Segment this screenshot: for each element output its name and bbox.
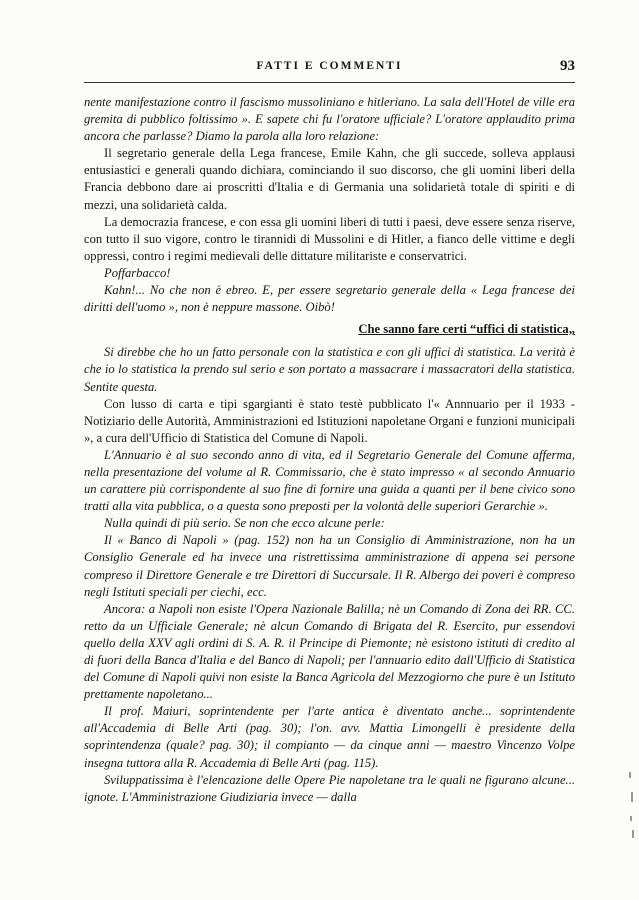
- paragraph: Si direbbe che ho un fatto personale con la statistica e con gli uffici di statistica. La verità è che io lo statistica la prendo sul serio e son portato a massacrare i massacratori della statistica. Sentite questa.: [84, 345, 575, 394]
- paragraph: Ancora: a Napoli non esiste l'Opera Nazionale Balilla; nè un Comando di Zona dei RR. CC. retto da un Ufficiale Generale; nè alcun Comando di Brigata del R. Esercito, pur essendovi quello della XXV agli ordini di S. A. R. il Principe di Piemonte; nè esistono istituti di credito al di fuori della Banca d'Italia e del Banco di Napoli; per l'annuario edito dall'Ufficio di Statistica del Comune di Napoli quivi non esiste la Banca Agricola del Mezzogiorno che pure è un Istituto prettamente napoletano...: [84, 601, 575, 702]
- running-title: FATTI E COMMENTI: [256, 60, 403, 72]
- paragraph: nente manifestazione contro il fascismo mussoliniano e hitleriano. La sala dell'Hotel de ville era gremita di pubblico foltissimo ». E sapete chi fu l'oratore ufficiale? L'oratore applaudito prima ancora che parlasse? Diamo la parola alla loro relazione:: [84, 95, 575, 144]
- paragraph: La democrazia francese, e con essa gli uomini liberi di tutti i paesi, deve essere senza riserve, con tutto il suo vigore, contro le tirannidi di Mussolini e di Hitler, a fianco delle vittime e degli oppressi, contro i regimi medievali delle dittature militariste e conservatrici.: [84, 214, 575, 263]
- page-number: 93: [560, 58, 575, 74]
- paragraph: Kahn!... No che non è ebreo. E, per essere segretario generale della « Lega francese dei diritti dell'uomo », non è neppure massone. Oibò!: [84, 283, 575, 315]
- section-heading: [84, 321, 575, 338]
- paragraph: Con lusso di carta e tipi sgargianti è stato testè pubblicato l'« Annnuario per il 1933 - Notiziario delle Autorità, Amministrazioni ed Istituzioni napoletane Organi e funzioni municipali », a cura dell'Ufficio di Statistica del Comune di Napoli.: [84, 396, 575, 445]
- header-rule: [84, 82, 575, 83]
- paragraph: Poffarbacco!: [104, 265, 171, 280]
- paragraph: Nulla quindi di più serio. Se non che ecco alcune perle:: [104, 516, 385, 531]
- scan-margin-marks: [628, 772, 636, 842]
- paragraph: Il prof. Maiuri, soprintendente per l'arte antica è diventato anche... soprintendente all'Accademia di Belle Arti (pag. 30); l'on. avv. Mattia Limongelli è presidente della soprintendenza (quale? pag. 30); il compianto — da cinque anni — maestro Vincenzo Volpe insegna tuttora alla R. Accademia di Belle Arti (pag. 115).: [84, 704, 575, 770]
- paragraph: Sviluppatissima è l'elencazione delle Opere Pie napoletane tra le quali ne figurano alcune... ignote. L'Amministrazione Giudiziaria invece — dalla: [84, 772, 575, 804]
- article-body: [84, 94, 575, 806]
- paragraph: L'Annuario è al suo secondo anno di vita, ed il Segretario Generale del Comune afferma, nella presentazione del volume al R. Commissario, che è stato impresso « al secondo Annuario un carattere più corrispondente al suo fine di fornire una guida a quanti per il bene civico sono tratti alla vita pubblica, o a questa sono preposti per la volontà delle superiori Gerarchie ».: [84, 447, 575, 514]
- section-heading-text: Che sanno fare certi “uffici di statistica„: [358, 322, 575, 337]
- paragraph: Il « Banco di Napoli » (pag. 152) non ha un Consiglio di Amministrazione, non ha un Consiglio Generale ed ha invece una ristrettissima amministrazione di appena sei persone compreso il Direttore Generale e tre Direttori di Succursale. Il R. Albergo dei poveri è compreso negli Istituti speciali per ciechi, ecc.: [84, 533, 575, 599]
- paragraph: Il segretario generale della Lega francese, Emile Kahn, che gli succede, solleva applausi entusiastici e generali quando dichiara, cominciando il suo discorso, che gli uomini liberi della Francia debbono dare ai proscritti d'Italia e di Germania una solidarietà totale di spiriti e di mezzi, una solidarietà calda.: [84, 146, 575, 212]
- page-header: [84, 58, 575, 80]
